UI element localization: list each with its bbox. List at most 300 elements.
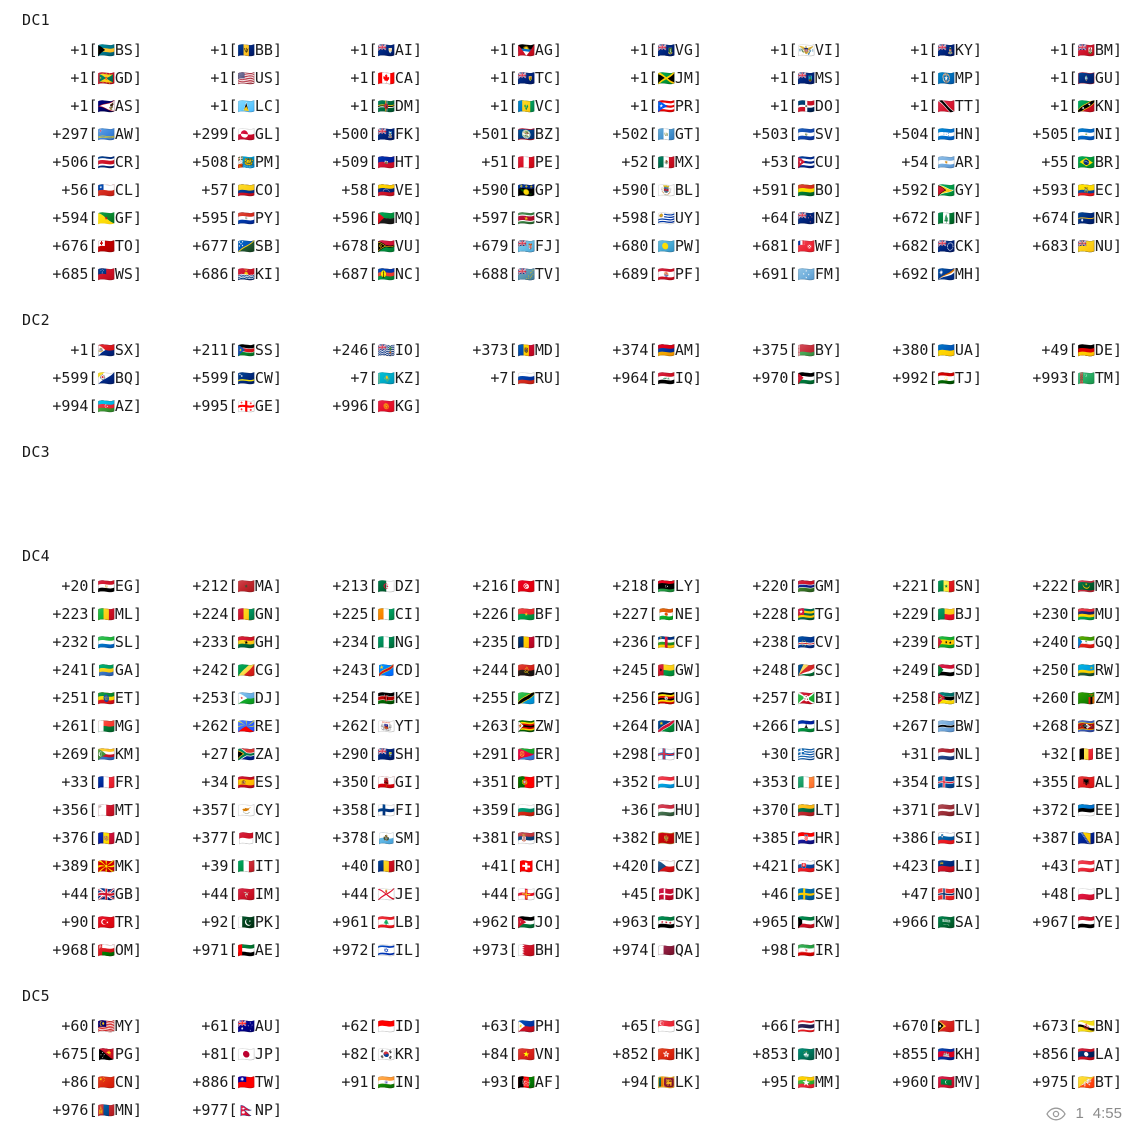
country-entry[interactable] (580, 656, 720, 684)
bracket-open: [ (368, 397, 378, 415)
country-entry[interactable] (860, 824, 1000, 852)
dial-code: +974 (612, 941, 649, 959)
bracket-open: [ (648, 209, 658, 227)
country-entry[interactable] (160, 1012, 300, 1040)
country-entry[interactable] (440, 880, 580, 908)
country-entry[interactable] (580, 824, 720, 852)
country-entry[interactable] (160, 684, 300, 712)
country-entry[interactable] (160, 260, 300, 288)
country-entry[interactable] (580, 628, 720, 656)
country-entry[interactable] (860, 908, 1000, 936)
country-entry[interactable] (440, 204, 580, 232)
country-entry[interactable] (300, 908, 440, 936)
country-entry[interactable] (300, 92, 440, 120)
country-entry[interactable] (580, 684, 720, 712)
country-entry[interactable] (580, 880, 720, 908)
country-entry[interactable] (160, 64, 300, 92)
country-entry[interactable] (720, 176, 860, 204)
country-entry[interactable] (580, 260, 720, 288)
bracket-open: [ (928, 577, 938, 595)
country-entry[interactable] (20, 656, 160, 684)
bracket-close: ] (972, 605, 982, 623)
country-entry[interactable] (20, 936, 160, 964)
country-entry[interactable] (720, 796, 860, 824)
country-entry[interactable] (160, 1040, 300, 1068)
flag-icon: 🇰🇭 (937, 1047, 955, 1063)
country-entry[interactable] (440, 176, 580, 204)
country-entry[interactable] (580, 852, 720, 880)
country-entry[interactable] (160, 1068, 300, 1096)
country-iso-code: FJ (534, 237, 553, 255)
country-entry[interactable] (1000, 232, 1140, 260)
bracket-open: [ (788, 341, 798, 359)
country-entry[interactable] (720, 628, 860, 656)
country-entry[interactable] (300, 204, 440, 232)
country-entry[interactable] (20, 824, 160, 852)
country-entry[interactable] (160, 364, 300, 392)
country-entry[interactable] (300, 232, 440, 260)
country-entry[interactable] (720, 364, 860, 392)
country-entry[interactable] (1000, 148, 1140, 176)
country-entry[interactable] (440, 336, 580, 364)
country-entry[interactable] (440, 260, 580, 288)
country-entry[interactable] (300, 656, 440, 684)
country-entry[interactable] (160, 936, 300, 964)
bracket-close: ] (132, 633, 142, 651)
flag-icon: 🇲🇩 (517, 343, 535, 359)
country-entry[interactable] (860, 628, 1000, 656)
country-entry[interactable] (20, 392, 160, 420)
country-entry[interactable] (160, 628, 300, 656)
country-entry[interactable] (1000, 908, 1140, 936)
country-entry[interactable] (720, 260, 860, 288)
country-entry[interactable] (160, 1096, 300, 1124)
country-entry[interactable] (300, 628, 440, 656)
country-entry[interactable] (440, 64, 580, 92)
country-entry[interactable] (720, 880, 860, 908)
country-entry[interactable] (300, 768, 440, 796)
country-entry[interactable] (580, 936, 720, 964)
country-entry[interactable] (860, 176, 1000, 204)
bracket-close: ] (692, 181, 702, 199)
country-entry[interactable] (720, 908, 860, 936)
country-entry[interactable] (440, 1012, 580, 1040)
country-entry[interactable] (860, 64, 1000, 92)
country-entry[interactable] (300, 572, 440, 600)
bracket-open: [ (368, 125, 378, 143)
country-entry[interactable] (20, 364, 160, 392)
country-entry[interactable] (440, 148, 580, 176)
country-entry[interactable] (580, 908, 720, 936)
country-entry[interactable] (1000, 176, 1140, 204)
dial-code: +374 (612, 341, 649, 359)
country-entry[interactable] (580, 1012, 720, 1040)
country-entry[interactable] (1000, 740, 1140, 768)
country-entry[interactable] (440, 120, 580, 148)
country-iso-code: SH (394, 745, 413, 763)
dial-code: +973 (472, 941, 509, 959)
country-entry[interactable] (20, 684, 160, 712)
country-iso-code: ER (534, 745, 553, 763)
country-iso-code: SM (394, 829, 413, 847)
country-entry[interactable] (440, 852, 580, 880)
country-entry[interactable] (20, 64, 160, 92)
country-entry[interactable] (1000, 336, 1140, 364)
country-entry[interactable] (1000, 600, 1140, 628)
country-entry[interactable] (20, 880, 160, 908)
country-entry[interactable] (860, 1068, 1000, 1096)
flag-icon: 🇨🇾 (237, 803, 255, 819)
bracket-close: ] (1112, 181, 1122, 199)
country-entry[interactable] (160, 232, 300, 260)
country-entry[interactable] (860, 796, 1000, 824)
country-entry[interactable] (1000, 1012, 1140, 1040)
country-entry[interactable] (860, 92, 1000, 120)
country-entry[interactable] (160, 740, 300, 768)
country-entry[interactable] (440, 824, 580, 852)
country-entry[interactable] (160, 204, 300, 232)
country-entry[interactable] (720, 656, 860, 684)
country-entry[interactable] (300, 64, 440, 92)
country-entry[interactable] (580, 1068, 720, 1096)
country-entry[interactable] (160, 120, 300, 148)
country-entry[interactable] (300, 936, 440, 964)
country-entry[interactable] (160, 656, 300, 684)
country-entry[interactable] (300, 1012, 440, 1040)
country-entry[interactable] (440, 936, 580, 964)
country-entry[interactable] (860, 260, 1000, 288)
country-entry[interactable] (20, 1068, 160, 1096)
country-entry[interactable] (160, 336, 300, 364)
country-entry[interactable] (860, 232, 1000, 260)
bracket-close: ] (272, 773, 282, 791)
country-iso-code: KH (954, 1045, 973, 1063)
country-entry[interactable] (20, 176, 160, 204)
country-iso-code: CL (114, 181, 133, 199)
country-entry[interactable] (20, 1096, 160, 1124)
country-entry[interactable] (160, 796, 300, 824)
country-entry[interactable] (580, 572, 720, 600)
country-entry[interactable] (1000, 92, 1140, 120)
country-entry[interactable] (720, 120, 860, 148)
country-entry[interactable] (580, 148, 720, 176)
country-entry[interactable] (440, 656, 580, 684)
country-iso-code: HK (674, 1045, 693, 1063)
country-entry[interactable] (300, 852, 440, 880)
country-entry[interactable] (720, 336, 860, 364)
bracket-close: ] (692, 801, 702, 819)
country-entry[interactable] (580, 204, 720, 232)
country-entry[interactable] (160, 176, 300, 204)
country-entry[interactable] (440, 628, 580, 656)
bracket-close: ] (412, 69, 422, 87)
country-entry[interactable] (860, 148, 1000, 176)
country-entry[interactable] (580, 364, 720, 392)
country-entry[interactable] (860, 712, 1000, 740)
country-entry[interactable] (20, 1012, 160, 1040)
bracket-close: ] (832, 689, 842, 707)
bracket-open: [ (1068, 125, 1078, 143)
bracket-close: ] (272, 829, 282, 847)
country-entry[interactable] (300, 176, 440, 204)
country-entry[interactable] (20, 336, 160, 364)
country-entry[interactable] (580, 740, 720, 768)
country-entry[interactable] (720, 572, 860, 600)
country-entry[interactable] (160, 824, 300, 852)
country-entry[interactable] (300, 684, 440, 712)
country-entry[interactable] (440, 1068, 580, 1096)
country-entry[interactable] (440, 796, 580, 824)
country-entry[interactable] (440, 712, 580, 740)
country-iso-code: RU (534, 369, 553, 387)
bracket-close: ] (832, 97, 842, 115)
country-entry[interactable] (300, 260, 440, 288)
bracket-open: [ (228, 1101, 238, 1119)
country-entry[interactable] (160, 92, 300, 120)
country-entry[interactable] (860, 1040, 1000, 1068)
country-entry[interactable] (860, 768, 1000, 796)
country-entry[interactable] (160, 908, 300, 936)
bracket-close: ] (832, 125, 842, 143)
country-entry[interactable] (440, 600, 580, 628)
country-entry[interactable] (720, 852, 860, 880)
country-entry[interactable] (1000, 768, 1140, 796)
dial-code: +264 (612, 717, 649, 735)
bracket-open: [ (508, 125, 518, 143)
country-entry[interactable] (160, 148, 300, 176)
country-entry[interactable] (300, 740, 440, 768)
bracket-open: [ (228, 265, 238, 283)
flag-icon: 🇾🇹 (377, 719, 395, 735)
country-entry[interactable] (860, 364, 1000, 392)
country-entry[interactable] (720, 1040, 860, 1068)
country-entry[interactable] (440, 572, 580, 600)
flag-icon: 🇦🇱 (1077, 775, 1095, 791)
flag-icon: 🇦🇷 (937, 155, 955, 171)
dial-code: +253 (192, 689, 229, 707)
country-entry[interactable] (20, 740, 160, 768)
country-entry[interactable] (160, 36, 300, 64)
country-entry[interactable] (20, 260, 160, 288)
bracket-close: ] (412, 1045, 422, 1063)
dial-code: +352 (612, 773, 649, 791)
country-entry[interactable] (440, 36, 580, 64)
dial-code: +224 (192, 605, 229, 623)
country-entry[interactable] (440, 684, 580, 712)
country-entry[interactable] (1000, 572, 1140, 600)
country-entry[interactable] (20, 908, 160, 936)
bracket-close: ] (412, 181, 422, 199)
country-entry[interactable] (20, 572, 160, 600)
country-entry[interactable] (580, 64, 720, 92)
country-entry[interactable] (580, 768, 720, 796)
country-entry[interactable] (20, 796, 160, 824)
dial-code: +353 (752, 773, 789, 791)
country-entry[interactable] (720, 936, 860, 964)
country-entry[interactable] (160, 572, 300, 600)
country-entry[interactable] (1000, 36, 1140, 64)
country-entry[interactable] (160, 852, 300, 880)
country-entry[interactable] (720, 148, 860, 176)
bracket-open: [ (788, 661, 798, 679)
country-entry[interactable] (860, 204, 1000, 232)
bracket-open: [ (508, 341, 518, 359)
country-entry[interactable] (300, 36, 440, 64)
country-entry[interactable] (440, 364, 580, 392)
country-entry[interactable] (1000, 364, 1140, 392)
country-entry[interactable] (580, 36, 720, 64)
country-entry[interactable] (1000, 628, 1140, 656)
country-iso-code: JO (534, 913, 553, 931)
country-entry[interactable] (720, 740, 860, 768)
country-entry[interactable] (1000, 796, 1140, 824)
country-entry[interactable] (440, 908, 580, 936)
country-entry[interactable] (300, 600, 440, 628)
flag-icon: 🇱🇮 (937, 859, 955, 875)
country-entry[interactable] (580, 120, 720, 148)
country-entry[interactable] (300, 1040, 440, 1068)
country-entry[interactable] (580, 600, 720, 628)
country-entry[interactable] (300, 796, 440, 824)
country-entry[interactable] (20, 768, 160, 796)
country-entry[interactable] (1000, 64, 1140, 92)
country-entry[interactable] (440, 768, 580, 796)
bracket-close: ] (972, 209, 982, 227)
country-entry[interactable] (1000, 824, 1140, 852)
country-entry[interactable] (720, 232, 860, 260)
country-entry[interactable] (20, 712, 160, 740)
country-entry[interactable] (1000, 880, 1140, 908)
bracket-open: [ (88, 913, 98, 931)
bracket-close: ] (1112, 1073, 1122, 1091)
country-entry[interactable] (440, 1040, 580, 1068)
country-entry[interactable] (300, 1068, 440, 1096)
country-entry[interactable] (860, 852, 1000, 880)
country-entry[interactable] (300, 880, 440, 908)
country-entry[interactable] (300, 120, 440, 148)
country-entry[interactable] (300, 392, 440, 420)
country-entry[interactable] (720, 1012, 860, 1040)
country-entry[interactable] (20, 148, 160, 176)
country-entry[interactable] (20, 36, 160, 64)
country-entry[interactable] (300, 712, 440, 740)
country-entry[interactable] (860, 336, 1000, 364)
country-entry[interactable] (160, 880, 300, 908)
country-entry[interactable] (860, 656, 1000, 684)
country-entry[interactable] (720, 684, 860, 712)
bracket-open: [ (648, 773, 658, 791)
country-entry[interactable] (160, 392, 300, 420)
flag-icon: 🇿🇲 (1077, 691, 1095, 707)
dial-code: +590 (472, 181, 509, 199)
bracket-open: [ (1068, 801, 1078, 819)
country-entry[interactable] (1000, 712, 1140, 740)
country-entry[interactable] (1000, 852, 1140, 880)
country-entry[interactable] (860, 36, 1000, 64)
country-entry[interactable] (720, 824, 860, 852)
country-entry[interactable] (1000, 656, 1140, 684)
country-entry[interactable] (20, 120, 160, 148)
country-entry[interactable] (580, 796, 720, 824)
country-entry[interactable] (860, 600, 1000, 628)
country-entry[interactable] (1000, 684, 1140, 712)
flag-icon: 🇲🇱 (97, 607, 115, 623)
country-entry[interactable] (20, 1040, 160, 1068)
country-entry[interactable] (20, 600, 160, 628)
country-entry[interactable] (860, 684, 1000, 712)
country-entry[interactable] (20, 92, 160, 120)
country-entry[interactable] (580, 92, 720, 120)
flag-icon: 🇬🇳 (237, 607, 255, 623)
country-entry[interactable] (160, 600, 300, 628)
country-entry[interactable] (860, 572, 1000, 600)
country-iso-code: WS (114, 265, 133, 283)
bracket-close: ] (272, 633, 282, 651)
country-entry[interactable] (1000, 1068, 1140, 1096)
country-entry[interactable] (440, 740, 580, 768)
country-entry[interactable] (720, 1068, 860, 1096)
country-entry[interactable] (580, 176, 720, 204)
country-entry[interactable] (860, 120, 1000, 148)
bracket-close: ] (972, 1073, 982, 1091)
country-entry[interactable] (160, 768, 300, 796)
country-entry[interactable] (720, 600, 860, 628)
bracket-close: ] (1112, 209, 1122, 227)
country-entry[interactable] (720, 64, 860, 92)
country-entry[interactable] (160, 712, 300, 740)
country-entry[interactable] (20, 852, 160, 880)
country-entry[interactable] (20, 204, 160, 232)
country-entry[interactable] (1000, 1040, 1140, 1068)
country-iso-code: ST (954, 633, 973, 651)
dial-code: +48 (1041, 885, 1069, 903)
country-entry[interactable] (720, 92, 860, 120)
bracket-open: [ (788, 209, 798, 227)
country-entry[interactable] (300, 364, 440, 392)
country-entry[interactable] (1000, 204, 1140, 232)
country-entry[interactable] (860, 740, 1000, 768)
country-entry[interactable] (580, 232, 720, 260)
country-entry[interactable] (20, 232, 160, 260)
flag-icon: 🇻🇮 (797, 43, 815, 59)
country-entry[interactable] (580, 712, 720, 740)
dial-code: +975 (1032, 1073, 1069, 1091)
country-entry[interactable] (720, 712, 860, 740)
dial-code: +591 (752, 181, 789, 199)
country-entry[interactable] (440, 92, 580, 120)
country-entry[interactable] (300, 336, 440, 364)
flag-icon: 🇭🇰 (657, 1047, 675, 1063)
country-entry[interactable] (720, 36, 860, 64)
country-entry[interactable] (20, 628, 160, 656)
country-entry[interactable] (300, 148, 440, 176)
bracket-open: [ (648, 605, 658, 623)
dial-code: +683 (1032, 237, 1069, 255)
country-entry[interactable] (860, 1012, 1000, 1040)
country-entry[interactable] (580, 1040, 720, 1068)
bracket-close: ] (1112, 341, 1122, 359)
country-entry[interactable] (720, 204, 860, 232)
country-entry[interactable] (1000, 120, 1140, 148)
country-entry[interactable] (440, 232, 580, 260)
country-entry[interactable] (860, 880, 1000, 908)
country-entry[interactable] (720, 768, 860, 796)
country-iso-code: VC (534, 97, 553, 115)
flag-icon: 🇧🇶 (97, 371, 115, 387)
country-entry[interactable] (300, 824, 440, 852)
flag-icon: 🇧🇯 (937, 607, 955, 623)
country-entry[interactable] (580, 336, 720, 364)
